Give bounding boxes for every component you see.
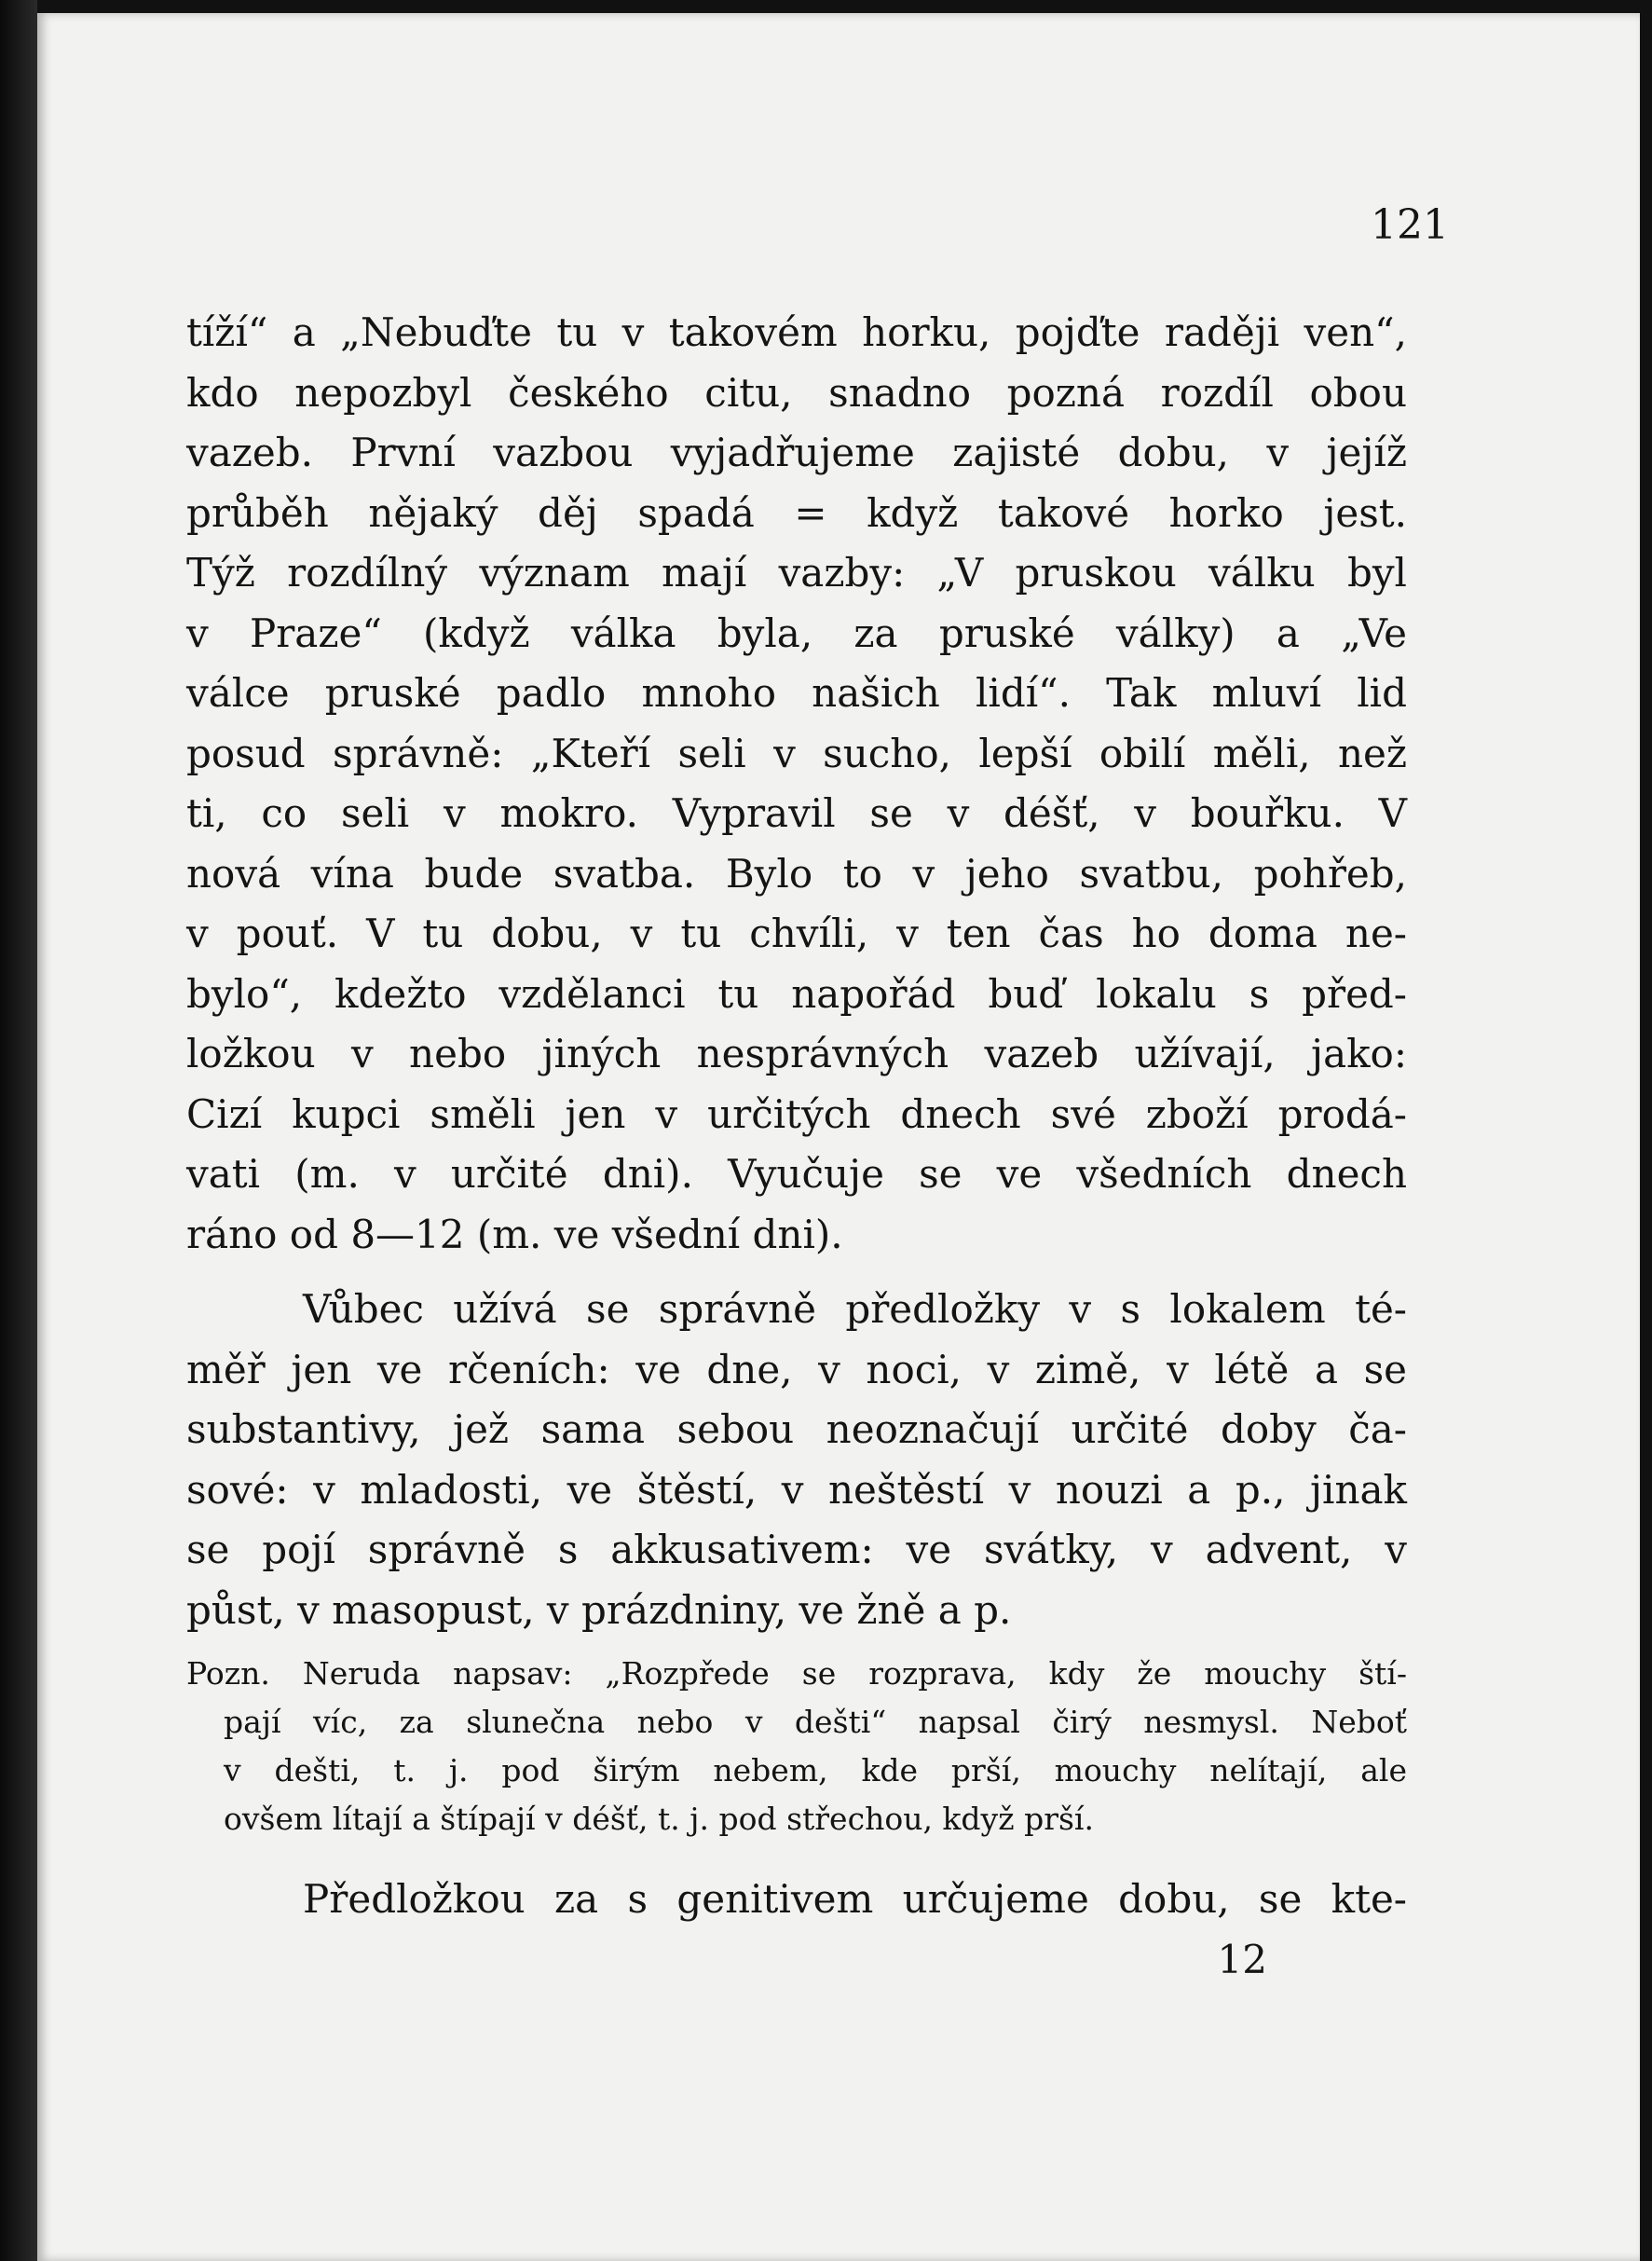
text-line: kdo nepozbyl českého citu, snadno pozná rozdíl obou <box>186 369 1407 416</box>
page-text <box>186 303 1407 1990</box>
text-line: se pojí správně s akkusativem: ve svátky, v advent, v <box>186 1527 1407 1572</box>
footnote <box>186 1650 1407 1843</box>
note-line: v dešti, t. j. pod širým nebem, kde prší, mouchy nelítají, ale <box>224 1752 1407 1788</box>
text-line: nová vína bude svatba. Bylo to v jeho svatbu, pohřeb, <box>186 850 1407 897</box>
text-line: Vůbec užívá se správně předložky v s lokalem té- <box>303 1286 1407 1332</box>
text-line: substantivy, jež sama sebou neoznačují určité doby ča- <box>186 1406 1407 1452</box>
text-line: Týž rozdílný význam mají vazby: „V pruskou válku byl <box>186 550 1407 596</box>
text-line: Cizí kupci směli jen v určitých dnech své zboží prodá- <box>186 1090 1407 1137</box>
text-line: vazeb. První vazbou vyjadřujeme zajisté dobu, v jejíž <box>186 430 1407 475</box>
paragraph-2 <box>186 1280 1407 1640</box>
text-line: ti, co seli v mokro. Vypravil se v déšť, v bouřku. V <box>186 790 1407 836</box>
text-line: sové: v mladosti, ve štěstí, v neštěstí v nouzi a p., jinak <box>186 1466 1407 1513</box>
text-line: ložkou v nebo jiných nesprávných vazeb užívají, jako: <box>186 1031 1407 1076</box>
book-gutter-edge <box>0 0 37 2261</box>
text-line: v pouť. V tu dobu, v tu chvíli, v ten čas ho doma ne- <box>186 911 1407 956</box>
text-line: Předložkou za s genitivem určujeme dobu, se kte- <box>303 1876 1407 1922</box>
paragraph-3 <box>186 1870 1407 1930</box>
text-line: tíží“ a „Nebuďte tu v takovém horku, pojďte raději ven“, <box>186 309 1407 355</box>
text-line: válce pruské padlo mnoho našich lidí“. Tak mluví lid <box>186 670 1407 716</box>
text-line: v Praze“ (když válka byla, za pruské války) a „Ve <box>186 610 1407 656</box>
note-line: Pozn. Neruda napsav: „Rozpřede se rozprava, kdy že mouchy ští- <box>186 1655 1407 1692</box>
note-line: pají víc, za slunečna nebo v dešti“ napsal čirý nesmysl. Neboť <box>224 1704 1407 1740</box>
text-line: ráno od 8—12 (m. ve všední dni). <box>186 1211 843 1257</box>
paragraph-gap <box>186 1265 1407 1280</box>
text-line: posud správně: „Kteří seli v sucho, lepší obilí měli, než <box>186 730 1407 776</box>
text-line: půst, v masopust, v prázdniny, ve žně a p. <box>186 1586 1012 1633</box>
text-line: bylo“, kdežto vzdělanci tu napořád buď lokalu s před- <box>186 970 1407 1017</box>
paragraph-1 <box>186 303 1407 1265</box>
text-line: měř jen ve rčeních: ve dne, v noci, v zimě, v létě a se <box>186 1346 1407 1392</box>
page-number: 121 <box>1371 201 1449 249</box>
note-line: ovšem lítají a štípají v déšť, t. j. pod střechou, když prší. <box>224 1801 1094 1837</box>
signature-mark: 12 <box>1217 1936 1267 1982</box>
text-line: průběh nějaký děj spadá = když takové horko jest. <box>186 489 1407 536</box>
text-line: vati (m. v určité dni). Vyučuje se ve všedních dnech <box>186 1151 1407 1197</box>
